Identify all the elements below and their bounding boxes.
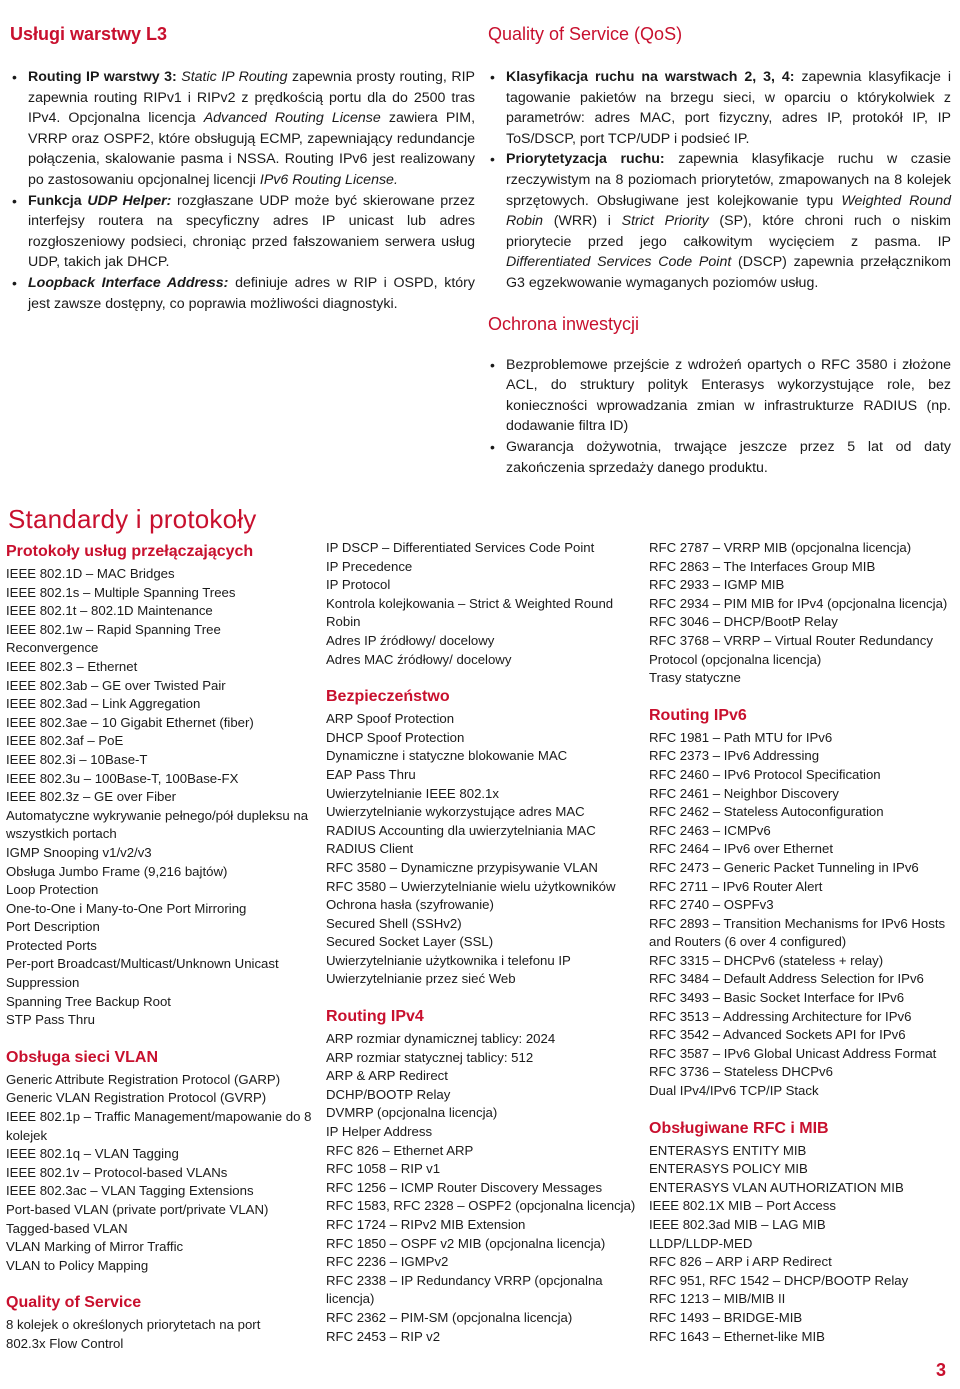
standards-group-heading: Routing IPv6 <box>649 706 747 724</box>
standard-item: RFC 2461 – Neighbor Discovery <box>649 785 839 801</box>
standard-item: RFC 2338 – IP Redundancy VRRP (opcjonalna licencja) <box>326 1272 603 1307</box>
bullet-text: Klasyfikacja ruchu na warstwach 2, 3, 4: <box>506 69 795 85</box>
standard-item: RFC 1493 – BRIDGE-MIB <box>649 1309 803 1325</box>
standards-group-heading: Obsługa sieci VLAN <box>6 1048 159 1066</box>
standard-item: RFC 1058 – RIP v1 <box>326 1161 441 1177</box>
bullet-item <box>488 149 951 293</box>
standard-item: STP Pass Thru <box>6 1012 95 1028</box>
standard-item: ARP rozmiar dynamicznej tablicy: 2024 <box>326 1031 556 1047</box>
standard-item: RFC 2787 – VRRP MIB (opcjonalna licencja) <box>649 540 912 555</box>
standard-item: RFC 1981 – Path MTU for IPv6 <box>649 729 833 745</box>
standard-item: Uwierzytelnianie IEEE 802.1x <box>326 785 499 801</box>
standard-item: RFC 3736 – Stateless DHCPv6 <box>649 1064 833 1080</box>
standard-item: ENTERASYS POLICY MIB <box>649 1161 808 1177</box>
standard-item: RFC 3542 – Advanced Sockets API for IPv6 <box>649 1027 906 1043</box>
standard-item: RFC 2453 – RIP v2 <box>326 1328 441 1344</box>
standard-item: IEEE 802.3z – GE over Fiber <box>6 789 177 805</box>
standard-item: IEEE 802.1s – Multiple Spanning Trees <box>6 584 236 600</box>
bullet-text: UDP Helper: <box>87 192 172 209</box>
bullet-text: zapewnia klasyfikacje ruchu w czasie rzeczywistym na 8 poziomach priorytetów, zmapowanych na 8 kolejek sprzętowych. Obsługiwane jest kolejkowanie typu <box>506 151 951 209</box>
standard-item: Obsługa Jumbo Frame (9,216 bajtów) <box>6 863 228 879</box>
standard-item: RFC 1724 – RIPv2 MIB Extension <box>326 1217 526 1232</box>
standard-item: IEEE 802.1X MIB – Port Access <box>649 1198 836 1214</box>
standard-item: IGMP Snooping v1/v2/v3 <box>6 844 152 860</box>
standard-item: Uwierzytelnianie wykorzystujące adres MAC <box>326 804 585 820</box>
standard-item: Loop Protection <box>6 882 99 898</box>
standard-item: 802.3x Flow Control <box>6 1335 124 1351</box>
standards-column-2 <box>326 539 636 1346</box>
standard-item: DCHP/BOOTP Relay <box>326 1086 451 1102</box>
bullet-text: Gwarancja dożywotnia, trwające jeszcze przez 5 lat od daty zakończenia sprzedaży danego produktu. <box>506 438 951 476</box>
bullet-icon: • <box>490 151 495 168</box>
standards-group-heading: Quality of Service <box>6 1294 142 1312</box>
standard-item: RFC 2236 – IGMPv2 <box>326 1254 449 1270</box>
standard-item: IEEE 802.3ad – Link Aggregation <box>6 696 201 712</box>
standards-column-3 <box>649 539 955 1346</box>
bullet-text: (WRR) i <box>543 213 622 230</box>
standard-item: Adres IP źródłowy/ docelowy <box>326 632 495 648</box>
bullet-item <box>488 355 951 437</box>
standard-item: Kontrola kolejkowania – Strict & Weighted Round Robin <box>326 595 614 630</box>
investment-list <box>488 355 951 479</box>
standard-item: RFC 2464 – IPv6 over Ethernet <box>649 841 833 857</box>
standard-item: IEEE 802.3u – 100Base-T, 100Base-FX <box>6 770 239 786</box>
standard-item: VLAN to Policy Mapping <box>6 1257 149 1273</box>
bullet-text: Advanced Routing License <box>203 110 381 127</box>
bullet-text: zapewnia klasyfikacje i tagowanie pakietów na brzegu sieci, w oparciu o którykolwiek z parametrów: adres MAC, port fizyczny, adres IP, protokół IP, IP ToS/DSCP, port TCP/UDP i podsieć IP. <box>506 69 951 147</box>
standard-item: RFC 3484 – Default Address Selection for IPv6 <box>649 971 924 987</box>
bullet-text: Strict Priority <box>621 213 709 230</box>
standard-item: Ochrona hasła (szyfrowanie) <box>326 897 494 913</box>
standard-item: Dual IPv4/IPv6 TCP/IP Stack <box>649 1083 819 1099</box>
standard-item: Uwierzytelnianie użytkownika i telefonu IP <box>326 952 571 968</box>
standards-heading: Standardy i protokoły <box>8 504 257 534</box>
standard-item: ARP rozmiar statycznej tablicy: 512 <box>326 1049 534 1065</box>
standard-item: IEEE 802.1p – Traffic Management/mapowanie do 8 kolejek <box>6 1109 312 1143</box>
standard-item: DVMRP (opcjonalna licencja) <box>326 1105 498 1121</box>
standard-item: RFC 3587 – IPv6 Global Unicast Address Format <box>649 1045 937 1061</box>
standard-item: Secured Shell (SSHv2) <box>326 915 462 931</box>
standard-item: ENTERASYS ENTITY MIB <box>649 1142 807 1158</box>
l3-services-list <box>10 67 475 314</box>
bullet-item <box>488 67 951 149</box>
standard-item: RFC 2740 – OSPFv3 <box>649 897 774 913</box>
standard-item: IP Precedence <box>326 558 413 574</box>
standard-item: Automatyczne wykrywanie pełnego/pół dupleksu na wszystkich portach <box>6 807 309 842</box>
bullet-item <box>488 437 951 478</box>
standards-group-heading: Routing IPv4 <box>326 1008 424 1026</box>
bullet-item <box>10 67 475 191</box>
standard-item: LLDP/LLDP-MED <box>649 1235 753 1251</box>
standard-item: Secured Socket Layer (SSL) <box>326 934 494 950</box>
standard-item: RFC 3580 – Dynamiczne przypisywanie VLAN <box>326 859 598 875</box>
bullet-icon: • <box>12 69 17 85</box>
bullet-text: Priorytetyzacja ruchu: <box>506 151 665 168</box>
standard-item: IEEE 802.3ae – 10 Gigabit Ethernet (fiber) <box>6 714 254 730</box>
standard-item: IEEE 802.3i – 10Base-T <box>6 751 148 767</box>
standard-item: Dynamiczne i statyczne blokowanie MAC <box>326 748 568 764</box>
standard-item: Per-port Broadcast/Multicast/Unknown Unicast Suppression <box>6 956 279 991</box>
bullet-text: rozgłaszane UDP może być skierowane przez interfejsy routera na specyficzny adres IP unicast lub adres rozgłoszeniowy podsieci, chroniąc przed fałszowaniem serwera usług UDP, takich jak DHCP. <box>28 192 475 271</box>
standard-item: IP Helper Address <box>326 1124 433 1140</box>
standard-item: ARP & ARP Redirect <box>326 1068 448 1084</box>
standard-item: RFC 2463 – ICMPv6 <box>649 822 771 838</box>
standards-group-heading: Bezpieczeństwo <box>326 688 450 706</box>
bullet-text: Static IP Routing <box>181 69 288 85</box>
standard-item: IEEE 802.1v – Protocol-based VLANs <box>6 1164 228 1180</box>
standard-item: RFC 1850 – OSPF v2 MIB (opcjonalna licencja) <box>326 1235 606 1251</box>
standard-item: IEEE 802.3af – PoE <box>6 733 124 749</box>
standard-item: IEEE 802.1w – Rapid Spanning Tree Reconvergence <box>6 621 221 656</box>
standard-item: RFC 3513 – Addressing Architecture for IPv6 <box>649 1008 912 1024</box>
bullet-icon: • <box>12 274 17 291</box>
qos-title: Quality of Service (QoS) <box>488 24 683 44</box>
standard-item: RFC 826 – Ethernet ARP <box>326 1142 474 1158</box>
standard-item: RFC 2460 – IPv6 Protocol Specification <box>649 766 881 782</box>
standard-item: RFC 2863 – The Interfaces Group MIB <box>649 558 876 574</box>
standard-item: RFC 2711 – IPv6 Router Alert <box>649 878 823 894</box>
standard-item: EAP Pass Thru <box>326 766 416 782</box>
standard-item: One-to-One i Many-to-One Port Mirroring <box>6 900 247 916</box>
standard-item: Port-based VLAN (private port/private VLAN) <box>6 1202 269 1217</box>
qos-section <box>488 24 951 478</box>
standard-item: ARP Spoof Protection <box>326 711 455 727</box>
investment-title: Ochrona inwestycji <box>488 313 640 334</box>
standard-item: RFC 2933 – IGMP MIB <box>649 577 785 593</box>
standard-item: VLAN Marking of Mirror Traffic <box>6 1239 184 1255</box>
standard-item: RFC 2934 – PIM MIB for IPv4 (opcjonalna licencja) <box>649 595 948 611</box>
standard-item: IEEE 802.1q – VLAN Tagging <box>6 1146 179 1162</box>
standard-item: RFC 2462 – Stateless Autoconfiguration <box>649 804 884 820</box>
standard-item: RADIUS Accounting dla uwierzytelniania MAC <box>326 822 596 838</box>
standard-item: RFC 826 – ARP i ARP Redirect <box>649 1254 832 1270</box>
l3-services-section <box>10 24 475 314</box>
bullet-text: IPv6 Routing License. <box>259 171 398 188</box>
standard-item: RFC 2373 – IPv6 Addressing <box>649 748 820 764</box>
standard-item: Uwierzytelnianie przez sieć Web <box>326 971 516 987</box>
bullet-item <box>10 273 475 314</box>
bullet-text: (SP), które chroni ruch o niskim priorytecie przed jego całkowitym wycięciem z pasma. IP <box>506 213 952 250</box>
bullet-text: zawiera PIM, VRRP oraz OSPF2, które obsługują ECMP, zapewniający redundancje połączenia, skalowanie pasma i NSSA. Routing IPv6 jest realizowany po zastosowaniu opcjonalnej licencji <box>28 110 476 188</box>
l3-services-title: Usługi warstwy L3 <box>10 24 168 44</box>
standard-item: Port Description <box>6 919 100 935</box>
bullet-text: (DSCP) zapewnia przełącznikom G3 egzekwowanie wymaganych poziomów usług. <box>506 254 951 291</box>
standard-item: RFC 3768 – VRRP – Virtual Router Redundancy Protocol (opcjonalna licencja) <box>649 632 933 667</box>
standard-item: Generic VLAN Registration Protocol (GVRP) <box>6 1090 267 1106</box>
standards-column-1 <box>6 542 316 1354</box>
standard-item: IEEE 802.3ad MIB – LAG MIB <box>649 1217 826 1232</box>
standard-item: IEEE 802.3ab – GE over Twisted Pair <box>6 677 226 693</box>
page-number: 3 <box>936 1360 947 1380</box>
standard-item: RFC 1643 – Ethernet-like MIB <box>649 1328 825 1344</box>
standard-item: RFC 951, RFC 1542 – DHCP/BOOTP Relay <box>649 1272 909 1288</box>
bullet-icon: • <box>12 192 17 209</box>
standard-item: RFC 2473 – Generic Packet Tunneling in IPv6 <box>649 859 919 875</box>
standard-item: Adres MAC źródłowy/ docelowy <box>326 651 512 667</box>
standard-item: RFC 2362 – PIM-SM (opcjonalna licencja) <box>326 1309 573 1325</box>
standard-item: RADIUS Client <box>326 841 414 857</box>
standards-section <box>8 504 256 535</box>
bullet-text: zapewnia prosty routing, RIP zapewnia routing RIPv1 i RIPv2 z prędkością portu dla do 2500 tras IPv4. Opcjonalna licencja <box>28 69 475 127</box>
bullet-icon: • <box>490 438 495 455</box>
standard-item: RFC 3580 – Uwierzytelnianie wielu użytkowników <box>326 878 616 894</box>
standard-item: Spanning Tree Backup Root <box>6 993 171 1009</box>
standard-item: Tagged-based VLAN <box>6 1220 128 1236</box>
standard-item: IEEE 802.3ac – VLAN Tagging Extensions <box>6 1183 254 1199</box>
standard-item: IP DSCP – Differentiated Services Code Point <box>326 540 595 555</box>
standards-group-heading: Obsługiwane RFC i MIB <box>649 1119 829 1137</box>
bullet-text: Differentiated Services Code Point <box>506 254 732 271</box>
standard-item: Generic Attribute Registration Protocol (GARP) <box>6 1071 281 1087</box>
standard-item: RFC 3046 – DHCP/BootP Relay <box>649 614 838 630</box>
bullet-text: Weighted Round Robin <box>506 192 951 230</box>
standard-item: IP Protocol <box>326 577 391 593</box>
standard-item: RFC 1256 – ICMP Router Discovery Messages <box>326 1179 603 1195</box>
qos-list <box>488 67 951 294</box>
standard-item: RFC 1583, RFC 2328 – OSPF2 (opcjonalna licencja) <box>326 1198 636 1214</box>
bullet-icon: • <box>490 69 495 85</box>
bullet-text: Loopback Interface Address: <box>28 274 229 291</box>
standard-item: Trasy statyczne <box>649 670 741 686</box>
standards-group-heading: Protokoły usług przełączających <box>6 543 254 560</box>
standard-item: Protected Ports <box>6 937 97 953</box>
standard-item: 8 kolejek o określonych priorytetach na port <box>6 1317 261 1333</box>
bullet-icon: • <box>490 356 495 373</box>
standard-item: IEEE 802.1D – MAC Bridges <box>6 566 175 581</box>
bullet-text: Funkcja <box>28 192 88 209</box>
standard-item: IEEE 802.1t – 802.1D Maintenance <box>6 603 213 619</box>
standard-item: RFC 3493 – Basic Socket Interface for IPv6 <box>649 990 905 1006</box>
standard-item: RFC 2893 – Transition Mechanisms for IPv6 Hosts and Routers (6 over 4 configured) <box>649 915 946 950</box>
standard-item: ENTERASYS VLAN AUTHORIZATION MIB <box>649 1179 904 1195</box>
bullet-text: definiuje adres w RIP i OSPD, który jest zawsze dostępny, co poprawia możliwości diagnostyki. <box>28 274 475 312</box>
bullet-text: Routing IP warstwy 3: <box>28 69 182 85</box>
standard-item: IEEE 802.3 – Ethernet <box>6 658 138 674</box>
bullet-item <box>10 191 475 273</box>
standard-item: DHCP Spoof Protection <box>326 729 465 745</box>
bullet-text: Bezproblemowe przejście z wdrożeń opartych o RFC 3580 i złożone ACL, do struktury polityk Enterasys wykorzystujące role, bez konieczności wprowadzania zmian w infrastrukturze RADIUS (np. dodawanie filtra ID) <box>506 356 951 435</box>
standard-item: RFC 3315 – DHCPv6 (stateless + relay) <box>649 952 884 968</box>
standard-item: RFC 1213 – MIB/MIB II <box>649 1291 786 1307</box>
